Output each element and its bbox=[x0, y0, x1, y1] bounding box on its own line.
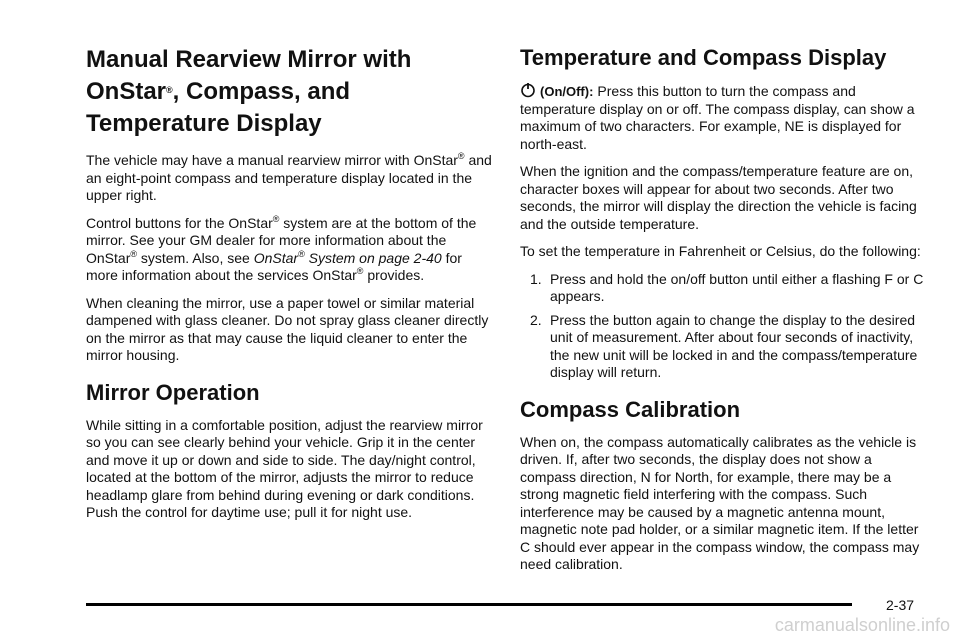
page-number: 2-37 bbox=[886, 597, 915, 613]
steps-list bbox=[520, 271, 924, 382]
right-column bbox=[520, 44, 924, 584]
compass-calibration-heading: Compass Calibration bbox=[520, 396, 741, 422]
cleaning-paragraph: When cleaning the mirror, use a paper towel or similar material dampened with glass cleaner. Do not spray glass cleaner directly on the mirror as that may cause the liquid cleaner to enter the mirror housing. bbox=[86, 294, 489, 363]
onoff-label: (On/Off): bbox=[540, 84, 594, 99]
intro-paragraph: The vehicle may have a manual rearview mirror with OnStar® and an eight-point compass and temperature display located in the upper right. bbox=[86, 151, 492, 203]
left-column bbox=[86, 44, 496, 532]
set-temperature-paragraph: To set the temperature in Fahrenheit or Celsius, do the following: bbox=[520, 243, 921, 259]
control-buttons-paragraph: Control buttons for the OnStar® system are at the bottom of the mirror. See your GM dealer for more information about the OnStar® system. Also, see OnStar® System on page 2-40 for more information about the services OnStar® provides. bbox=[86, 213, 477, 283]
list-item: 2. Press the button again to change the display to the desired unit of measurement. After about four seconds of inactivity, the new unit will be locked in and the compass/temperature display will return. bbox=[530, 311, 918, 380]
footer-rule bbox=[86, 603, 852, 606]
mirror-operation-heading: Mirror Operation bbox=[86, 379, 260, 405]
calibration-paragraph: When on, the compass automatically calibrates as the vehicle is driven. If, after two seconds, the display does not show a compass direction, N for North, for example, there may be a strong magnetic field interfering with the compass. Such interference may be caused by a magnetic antenna mount, magnetic note pad holder, or a similar magnetic item. If the letter C should ever appear in the compass window, the compass may need calibration. bbox=[520, 433, 920, 572]
temperature-compass-heading: Temperature and Compass Display bbox=[520, 45, 887, 70]
power-icon bbox=[520, 82, 536, 98]
ignition-paragraph: When the ignition and the compass/temperature feature are on, character boxes will appear for about two seconds. After two seconds, the mirror will display the direction the vehicle is facing and the outside temperature. bbox=[520, 163, 917, 232]
mirror-operation-paragraph: While sitting in a comfortable position, adjust the rearview mirror so you can see clearly behind your vehicle. Grip it in the center and move it up or down and side to side. The day/night control, located at the bottom of the mirror, adjusts the mirror to reduce headlamp glare from behind during evening or dark conditions. Push the control for daytime use; pull it for night use. bbox=[86, 416, 483, 520]
section-title: Manual Rearview Mirror with OnStar®, Compass, and Temperature Display bbox=[86, 46, 412, 137]
onstar-reference-link[interactable]: OnStar® System on page 2-40 bbox=[253, 248, 442, 266]
watermark: carmanualsonline.info bbox=[774, 615, 950, 635]
list-item: 1. Press and hold the on/off button until either a flashing F or C appears. bbox=[530, 270, 924, 304]
onoff-paragraph: (On/Off): Press this button to turn the compass and temperature display on or off. The compass display, can show a maximum of two characters. For example, NE is displayed for north-east. bbox=[520, 83, 915, 152]
